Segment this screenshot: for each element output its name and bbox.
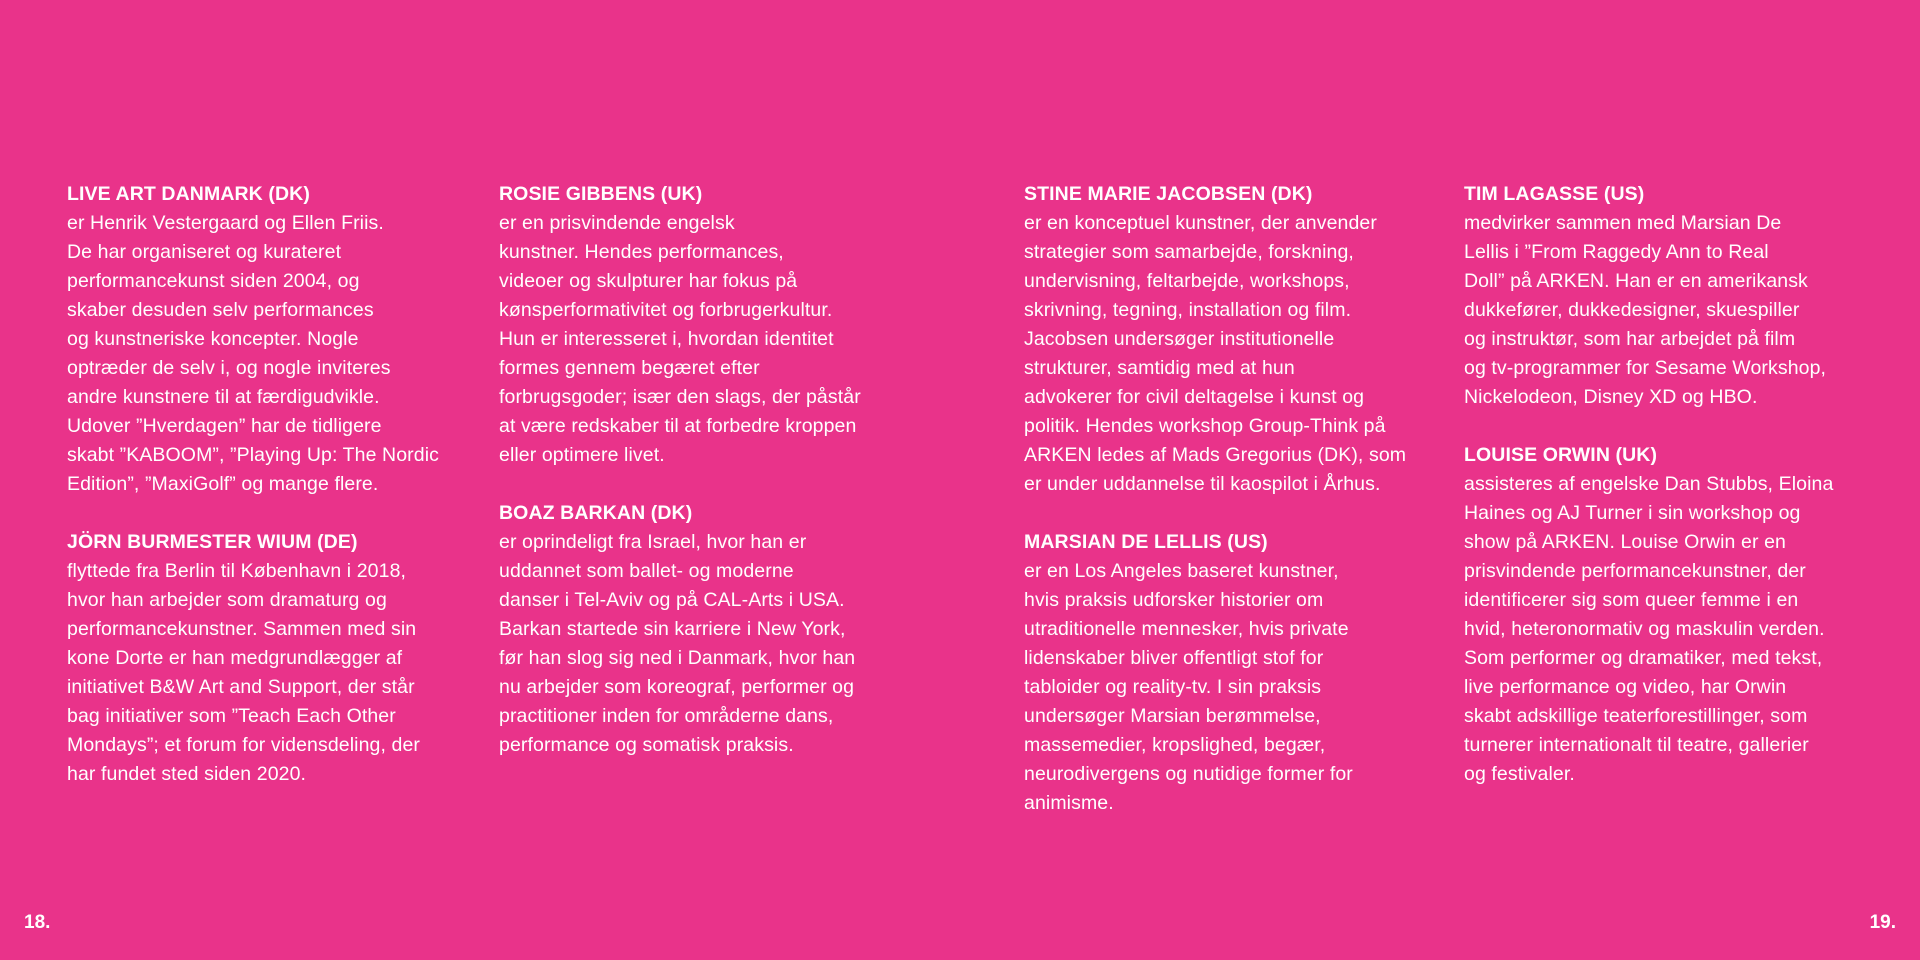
bio-text-line: er en prisvindende engelsk xyxy=(499,212,735,234)
bio-text-line: Haines og AJ Turner i sin workshop og xyxy=(1464,502,1801,524)
bio-text-line: før han slog sig ned i Danmark, hvor han xyxy=(499,647,856,669)
text-column xyxy=(499,180,909,760)
artist-bio xyxy=(67,528,467,789)
bio-text-line: er Henrik Vestergaard og Ellen Friis. xyxy=(67,212,384,234)
bio-text-line: animisme. xyxy=(1024,792,1114,814)
artist-name: LIVE ART DANMARK (DK) xyxy=(67,183,310,205)
page-number-right: 19. xyxy=(1869,912,1896,933)
bio-text-line: skrivning, tegning, installation og film. xyxy=(1024,299,1352,321)
artist-bio xyxy=(1464,441,1884,789)
bio-text-line: hvor han arbejder som dramaturg og xyxy=(67,589,387,611)
bio-text-line: eller optimere livet. xyxy=(499,444,665,466)
artist-bio xyxy=(499,499,909,760)
bio-text-line: strukturer, samtidig med at hun xyxy=(1024,357,1295,379)
bio-text-line: tabloider og reality-tv. I sin praksis xyxy=(1024,676,1322,698)
bio-text-line: kone Dorte er han medgrundlægger af xyxy=(67,647,403,669)
artist-bio xyxy=(1024,180,1429,499)
artist-name: STINE MARIE JACOBSEN (DK) xyxy=(1024,183,1313,205)
bio-text-line: ARKEN ledes af Mads Gregorius (DK), som xyxy=(1024,444,1407,466)
bio-text-line: De har organiseret og kurateret xyxy=(67,241,342,263)
artist-bio xyxy=(67,180,467,499)
bio-text-line: er under uddannelse til kaospilot i Århus. xyxy=(1024,473,1381,495)
bio-text-line: prisvindende performancekunstner, der xyxy=(1464,560,1806,582)
bio-text-line: Som performer og dramatiker, med tekst, xyxy=(1464,647,1823,669)
bio-text-line: advokerer for civil deltagelse i kunst og xyxy=(1024,386,1365,408)
bio-text-line: politik. Hendes workshop Group-Think på xyxy=(1024,415,1386,437)
bio-text-line: performance og somatisk praksis. xyxy=(499,734,794,756)
bio-text-line: practitioner inden for områderne dans, xyxy=(499,705,834,727)
bio-text-line: og tv-programmer for Sesame Workshop, xyxy=(1464,357,1827,379)
bio-text-line: Barkan startede sin karriere i New York, xyxy=(499,618,846,640)
bio-text-line: undervisning, feltarbejde, workshops, xyxy=(1024,270,1350,292)
bio-text-line: live performance og video, har Orwin xyxy=(1464,676,1787,698)
bio-text-line: er en Los Angeles baseret kunstner, xyxy=(1024,560,1339,582)
artist-name: JÖRN BURMESTER WIUM (DE) xyxy=(67,531,358,553)
artist-name: LOUISE ORWIN (UK) xyxy=(1464,444,1658,466)
bio-text-line: skabt adskillige teaterforestillinger, som xyxy=(1464,705,1808,727)
bio-text-line: Edition”, ”MaxiGolf” og mange flere. xyxy=(67,473,379,495)
bio-text-line: er oprindeligt fra Israel, hvor han er xyxy=(499,531,807,553)
bio-text-line: Lellis i ”From Raggedy Ann to Real xyxy=(1464,241,1769,263)
bio-text-line: strategier som samarbejde, forskning, xyxy=(1024,241,1354,263)
bio-text-line: assisteres af engelske Dan Stubbs, Eloina xyxy=(1464,473,1834,495)
artist-name: TIM LAGASSE (US) xyxy=(1464,183,1645,205)
bio-text-line: hvis praksis udforsker historier om xyxy=(1024,589,1324,611)
bio-text-line: at være redskaber til at forbedre kroppen xyxy=(499,415,857,437)
bio-text-line: kunstner. Hendes performances, xyxy=(499,241,784,263)
bio-text-line: medvirker sammen med Marsian De xyxy=(1464,212,1782,234)
bio-text-line: lidenskaber bliver offentligt stof for xyxy=(1024,647,1324,669)
artist-bio xyxy=(1024,528,1429,818)
bio-text-line: forbrugsgoder; især den slags, der påstår xyxy=(499,386,861,408)
bio-text-line: og instruktør, som har arbejdet på film xyxy=(1464,328,1796,350)
bio-text-line: optræder de selv i, og nogle inviteres xyxy=(67,357,391,379)
bio-text-line: Jacobsen undersøger institutionelle xyxy=(1024,328,1335,350)
bio-text-line: uddannet som ballet- og moderne xyxy=(499,560,794,582)
bio-text-line: identificerer sig som queer femme i en xyxy=(1464,589,1799,611)
bio-text-line: performancekunstner. Sammen med sin xyxy=(67,618,417,640)
bio-text-line: andre kunstnere til at færdigudvikle. xyxy=(67,386,380,408)
bio-text-line: Nickelodeon, Disney XD og HBO. xyxy=(1464,386,1758,408)
text-column xyxy=(1024,180,1429,818)
bio-text-line: formes gennem begæret efter xyxy=(499,357,760,379)
text-column xyxy=(67,180,467,789)
page-number-left: 18. xyxy=(24,912,51,933)
bio-text-line: og festivaler. xyxy=(1464,763,1575,785)
bio-text-line: hvid, heteronormativ og maskulin verden. xyxy=(1464,618,1825,640)
bio-text-line: bag initiativer som ”Teach Each Other xyxy=(67,705,396,727)
artist-bio xyxy=(499,180,909,470)
bio-text-line: skaber desuden selv performances xyxy=(67,299,374,321)
bio-text-line: skabt ”KABOOM”, ”Playing Up: The Nordic xyxy=(67,444,439,466)
bio-text-line: massemedier, kropslighed, begær, xyxy=(1024,734,1326,756)
bio-text-line: initiativet B&W Art and Support, der står xyxy=(67,676,415,698)
bio-text-line: performancekunst siden 2004, og xyxy=(67,270,360,292)
bio-text-line: har fundet sted siden 2020. xyxy=(67,763,307,785)
bio-text-line: undersøger Marsian berømmelse, xyxy=(1024,705,1321,727)
bio-text-line: nu arbejder som koreograf, performer og xyxy=(499,676,855,698)
artist-name: BOAZ BARKAN (DK) xyxy=(499,502,693,524)
bio-text-line: utraditionelle mennesker, hvis private xyxy=(1024,618,1349,640)
bio-text-line: neurodivergens og nutidige former for xyxy=(1024,763,1353,785)
artist-bio xyxy=(1464,180,1884,412)
bio-text-line: kønsperformativitet og forbrugerkultur. xyxy=(499,299,833,321)
bio-text-line: turnerer internationalt til teatre, gallerier xyxy=(1464,734,1809,756)
artist-name: MARSIAN DE LELLIS (US) xyxy=(1024,531,1268,553)
bio-text-line: og kunstneriske koncepter. Nogle xyxy=(67,328,359,350)
bio-text-line: dukkefører, dukkedesigner, skuespiller xyxy=(1464,299,1800,321)
bio-text-line: flyttede fra Berlin til København i 2018, xyxy=(67,560,407,582)
bio-text-line: Mondays”; et forum for vidensdeling, der xyxy=(67,734,421,756)
bio-text-line: Hun er interesseret i, hvordan identitet xyxy=(499,328,834,350)
bio-text-line: Udover ”Hverdagen” har de tidligere xyxy=(67,415,382,437)
bio-text-line: er en konceptuel kunstner, der anvender xyxy=(1024,212,1377,234)
artist-name: ROSIE GIBBENS (UK) xyxy=(499,183,703,205)
bio-text-line: show på ARKEN. Louise Orwin er en xyxy=(1464,531,1786,553)
bio-text-line: videoer og skulpturer har fokus på xyxy=(499,270,798,292)
bio-text-line: Doll” på ARKEN. Han er en amerikansk xyxy=(1464,270,1808,292)
text-column xyxy=(1464,180,1884,789)
bio-text-line: danser i Tel-Aviv og på CAL-Arts i USA. xyxy=(499,589,845,611)
